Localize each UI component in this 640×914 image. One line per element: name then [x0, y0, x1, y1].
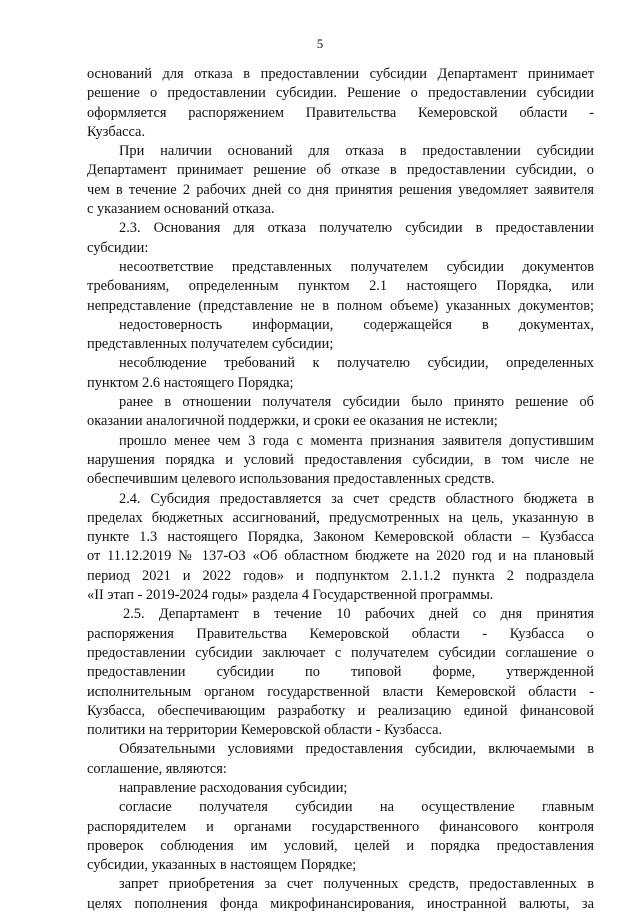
text-line: политики на территории Кемеровской области - Кузбасса. [87, 722, 443, 739]
text-line: предоставлении субсидии по типовой форме, утвержденной [87, 664, 594, 681]
text-line: чем в течение 2 рабочих дней со дня принятия решения уведомляет заявителя [87, 181, 594, 198]
text-line: субсидии, указанных в настоящем Порядке; [87, 857, 357, 874]
text-line: обеспечившим целевого использования предоставленных средств. [87, 471, 495, 488]
text-line: недостоверность информации, содержащейся в документах, [119, 316, 594, 333]
text-line: от 11.12.2019 № 137-ОЗ «Об областном бюджете на 2020 год и на плановый [87, 548, 594, 565]
text-line: направление расходования субсидии; [119, 779, 348, 796]
text-line: распоряжения Правительства Кемеровской области - Кузбасса о [87, 625, 594, 642]
text-line: пределах бюджетных ассигнований, предусмотренных на цель, указанную в [87, 509, 594, 526]
text-line: согласие получателя субсидии на осуществление главным [119, 799, 594, 816]
text-line: предоставлении субсидии заключает с получателем субсидии соглашение о [87, 644, 594, 661]
text-line: оформляется распоряжением Правительства Кемеровской области - [87, 104, 594, 121]
text-line: 2.3. Основания для отказа получателю субсидии в предоставлении [119, 220, 594, 237]
text-line: требованиям, определенным пунктом 2.1 настоящего Порядка, или [87, 278, 594, 295]
text-line: пункте 1.3 настоящего Порядка, Законом Кемеровской области – Кузбасса [87, 529, 594, 546]
text-line: оказании аналогичной поддержки, и сроки ее оказания не истекли; [87, 413, 498, 430]
text-line: Департамент принимает решение об отказе в предоставлении субсидии, о [87, 162, 594, 179]
text-line: Кузбасса. [87, 123, 146, 140]
text-line: «II этап - 2019-2024 годы» раздела 4 Государственной программы. [87, 587, 494, 604]
text-line: представленных получателем субсидии; [87, 336, 334, 353]
page-number: 5 [316, 36, 324, 51]
text-line: запрет приобретения за счет полученных средств, предоставленных в [119, 876, 594, 893]
text-line: период 2021 и 2022 годов» и подпунктом 2.1.1.2 пункта 2 подраздела [87, 567, 594, 584]
text-line: Обязательными условиями предоставления субсидии, включаемыми в [119, 741, 594, 758]
text-line: непредставление (представление не в полном объеме) указанных документов; [87, 297, 594, 314]
text-line: исполнительным органом государственной власти Кемеровской области - [87, 683, 594, 700]
text-line: прошло менее чем 3 года с момента признания заявителя допустившим [119, 432, 594, 449]
text-line: При наличии оснований для отказа в предоставлении субсидии [119, 143, 594, 160]
text-line: ранее в отношении получателя субсидии было принято решение об [119, 394, 594, 411]
document-body [87, 65, 594, 914]
text-line: 2.4. Субсидия предоставляется за счет средств областного бюджета в [119, 490, 594, 507]
text-line: распорядителем и органами государственного финансового контроля [87, 818, 594, 835]
text-line: решение о предоставлении субсидии. Решение о предоставлении субсидии [87, 85, 594, 102]
text-line: целях пополнения фонда микрофинансирования, иностранной валюты, за [87, 895, 594, 912]
text-line: несоответствие представленных получателем субсидии документов [119, 258, 594, 275]
text-line: соглашение, являются: [87, 760, 227, 777]
text-line: 2.5. Департамент в течение 10 рабочих дней со дня принятия [123, 606, 594, 623]
text-line: несоблюдение требований к получателю субсидии, определенных [119, 355, 594, 372]
text-line: пунктом 2.6 настоящего Порядка; [87, 374, 294, 391]
text-line: субсидии: [87, 239, 149, 256]
text-line: оснований для отказа в предоставлении субсидии Департамент принимает [87, 66, 594, 82]
text-line: с указанием оснований отказа. [87, 201, 275, 218]
text-line: нарушения порядка и условий предоставления субсидии, в том числе не [87, 451, 594, 468]
text-line: Кузбасса, обеспечивающим разработку и реализацию единой финансовой [87, 702, 594, 719]
text-line: проверок соблюдения им условий, целей и порядка предоставления [87, 837, 594, 854]
